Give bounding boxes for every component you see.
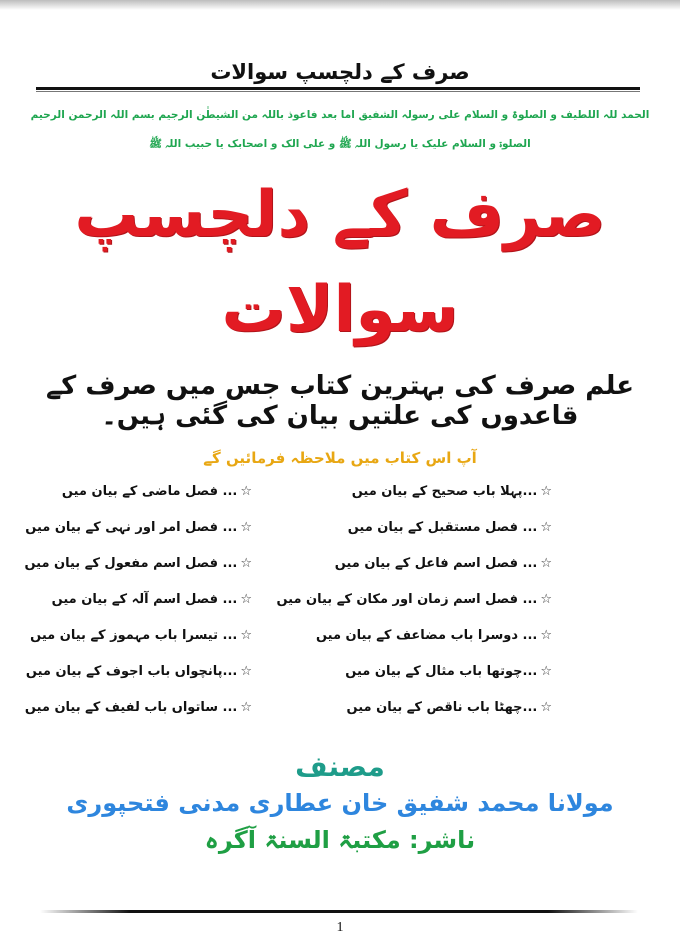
header-divider — [36, 87, 640, 90]
contents-item: ☆... فصل اسم مفعول کے بیان میں — [24, 556, 252, 571]
main-title-line-1: صرف کے دلچسپ — [74, 178, 606, 252]
contents-item: ☆... فصل امر اور نہی کے بیان میں — [25, 520, 252, 535]
book-subtitle: علم صرف کی بہترین کتاب جس میں صرف کے قاعدوں کی علتیں بیان کی گئی ہیں۔ — [45, 371, 635, 431]
star-icon: ☆ — [540, 700, 552, 715]
author-name: مولانا محمد شفیق خان عطاری مدنی فتحپوری — [66, 789, 614, 817]
contents-item: ☆...چھٹا باب ناقص کے بیان میں — [346, 700, 552, 715]
contents-item: ☆... فصل اسم فاعل کے بیان میں — [334, 556, 552, 571]
star-icon: ☆ — [240, 664, 252, 679]
contents-item: ☆... ساتواں باب لفیف کے بیان میں — [24, 700, 252, 715]
author-label: مصنف — [295, 750, 385, 783]
star-icon: ☆ — [240, 592, 252, 607]
star-icon: ☆ — [240, 628, 252, 643]
intro-line-2: الصلوۃ و السلام علیک یا رسول اللہ ﷺ و علی الک و اصحابک یا حبیب اللہ ﷺ — [149, 138, 531, 150]
star-icon: ☆ — [540, 484, 552, 499]
contents-item: ☆... فصل مستقبل کے بیان میں — [347, 520, 552, 535]
star-icon: ☆ — [540, 556, 552, 571]
contents-item: ☆... فصل اسم آلہ کے بیان میں — [51, 592, 252, 607]
contents-item: ☆... فصل اسم زمان اور مکان کے بیان میں — [276, 592, 552, 607]
header-divider-thin — [36, 91, 640, 92]
main-title-line-2: سوالات — [221, 273, 459, 347]
contents-item: ☆...پہلا باب صحیح کے بیان میں — [351, 484, 552, 499]
star-icon: ☆ — [240, 520, 252, 535]
star-icon: ☆ — [240, 484, 252, 499]
running-header-title: صرف کے دلچسپ سوالات — [210, 60, 470, 84]
contents-item: ☆...چوتھا باب مثال کے بیان میں — [345, 664, 552, 679]
contents-column-right — [276, 484, 560, 736]
contents-item: ☆... فصل ماضی کے بیان میں — [61, 484, 252, 499]
star-icon: ☆ — [240, 556, 252, 571]
contents-item: ☆... تیسرا باب مہموز کے بیان میں — [30, 628, 252, 643]
publisher-line: ناشر: مکتبۃ السنۃ آگرہ — [204, 826, 476, 854]
contents-item: ☆... دوسرا باب مضاعف کے بیان میں — [315, 628, 552, 643]
page-number: 1 — [336, 920, 344, 935]
star-icon: ☆ — [540, 628, 552, 643]
star-icon: ☆ — [540, 592, 552, 607]
footer-divider — [40, 910, 638, 913]
star-icon: ☆ — [540, 664, 552, 679]
star-icon: ☆ — [240, 700, 252, 715]
contents-column-left — [0, 484, 252, 736]
contents-heading: آپ اس کتاب میں ملاحظہ فرمائیں گے — [203, 449, 477, 467]
intro-line-1: الحمد للہ اللطیف و الصلوۃ و السلام علی رسولہ الشفیق اما بعد فاعوذ باللہ من الشیطٰن الرجیم بسم اللہ الرحمن الرحیم — [30, 109, 650, 121]
star-icon: ☆ — [540, 520, 552, 535]
contents-item: ☆...پانچواں باب اجوف کے بیان میں — [25, 664, 252, 679]
